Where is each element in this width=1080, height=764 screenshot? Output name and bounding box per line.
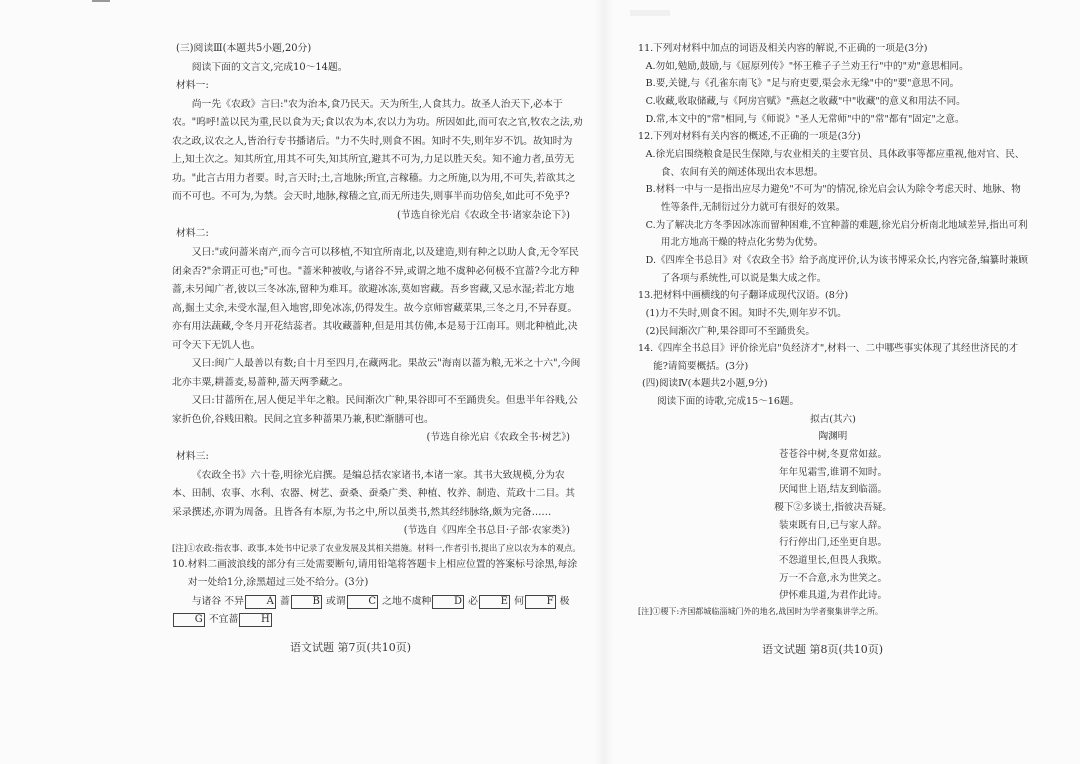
instruction: 阅读下面的文言文,完成10～14题。 (191, 61, 348, 73)
q13-sentence: (1)力不失时,则食不困。知时不失,则年岁不饥。 (645, 307, 847, 319)
option-d: D.常,本文中的"常"相同,与《师说》"圣人无常师"中的"常"都有"固定"之意。 (645, 113, 965, 125)
poem-line: 伊怀难具道,为君作此诗。 (778, 590, 888, 602)
q10-option-box[interactable]: D (432, 595, 464, 609)
option-a: A.徐光启围绕粮食是民生保障,与农业相关的主要官员、具体政事等都应重视,他对官、民、食、农间有关的阐述体现出农本思想。 (645, 148, 1025, 178)
q10-option-box[interactable]: E (479, 595, 510, 609)
q10-seg: 或谓 (326, 595, 346, 607)
q10-option-box[interactable]: F (525, 595, 556, 609)
option-a: A.勿如,勉励,鼓励,与《屈原列传》"怀王稚子子兰劝王行"中的"劝"意思相同。 (645, 60, 969, 72)
poem-line: 万一不合意,永为世笑之。 (778, 572, 888, 584)
material-source: (节选自《四库全书总目·子部·农家类》) (403, 525, 570, 537)
q10-seg: 必 (468, 595, 478, 607)
option-b: B.要,关键,与《孔雀东南飞》"足与府吏要,渠会永无缘"中的"要"意思不同。 (645, 78, 960, 90)
q10-option-box[interactable]: H (239, 613, 271, 627)
section-title: (三)阅读Ⅲ(本题共5小题,20分) (176, 43, 312, 54)
question-12: 12.下列对材料有关内容的概述,不正确的一项是(3分) (638, 131, 861, 143)
poem-line: 厌闻世上语,结友到临淄。 (778, 484, 888, 496)
q10-seg: 极 (559, 595, 570, 607)
q10-seg: 蔷 (280, 595, 290, 607)
option-d: D.《四库全书总目》对《农政全书》给予高度评价,认为该书博采众长,内容完备,编纂时兼顾了各项与系统性,可以说是集大成之作。 (645, 254, 1028, 284)
question-11: 11.下列对材料中加点的词语及相关内容的解说,不正确的一项是(3分) (638, 43, 928, 54)
q10-lead-text: 与诸谷 (191, 595, 222, 607)
q13-sentence: (2)民间渐次广种,果谷即可不至踊贵矣。 (645, 325, 815, 337)
q10-seg: 何 (514, 595, 524, 607)
left-page (172, 40, 584, 630)
poem-author: 陶渊明 (818, 431, 848, 443)
instruction: 阅读下面的诗歌,完成15～16题。 (657, 396, 799, 408)
material-label: 材料一: (176, 80, 209, 92)
footnote: [注]①稷下:齐国都城临淄城门外的地名,战国时为学者聚集讲学之所。 (638, 607, 883, 616)
question-10: 10.材料二画波浪线的部分有三处需要断句,请用铅笔将答题卡上相应位置的答案标号涂黑,每涂对一处给1分,涂黑超过三处不给分。(3分) (172, 558, 578, 589)
q10-option-box[interactable]: G (173, 613, 205, 627)
page-fold (594, 0, 614, 764)
q10-option-box[interactable]: C (347, 595, 378, 609)
material-source: (节选自徐光启《农政全书·树艺》) (426, 432, 570, 444)
material-text: 又曰:闽广人最善以有数;自十月至四月,在藏两北。果故云"海南以蔷为粮,无米之十六",今闽北亦丰粟,耕蔷麦,易蔷种,蔷天两季藏之。 (172, 358, 581, 388)
poem-line: 装束既有日,已与家人辞。 (778, 519, 888, 531)
footnote: [注]①农政:指农事、政事,本处书中记录了农业发展及其相关措施。材料一,作者引书,提出了应以农为本的观点。 (172, 542, 581, 553)
scan-mark (630, 10, 670, 16)
q10-seg: 不异 (224, 595, 244, 607)
poem-line: 苍苍谷中树,冬夏常如兹。 (778, 449, 888, 461)
q10-options-line (172, 593, 584, 630)
q10-option-box[interactable]: A (245, 595, 276, 609)
q10-option-box[interactable]: B (291, 595, 322, 609)
material-source: (节选自徐光启《农政全书·诸家杂论下》) (397, 209, 570, 221)
option-b: B.材料一中与一是指出应尽力避免"不可为"的情况,徐光启会认为除令考虑天时、地脉、物性等条件,无制衍过分力就可有很好的效果。 (645, 184, 1021, 213)
poem-title: 拟古(其六) (810, 413, 856, 425)
section-title: (四)阅读Ⅳ(本题共2小题,9分) (642, 378, 768, 390)
q10-seg: 不宜蔷 (208, 614, 239, 626)
option-c: C.收藏,收取储藏,与《阿房宫赋》"燕赵之收藏"中"收藏"的意义和用法不同。 (645, 95, 966, 107)
poem-line: 行行停出门,还坐更自思。 (778, 537, 888, 549)
material-label: 材料二: (176, 228, 209, 240)
scan-mark (92, 0, 110, 2)
material-label: 材料三: (176, 451, 209, 463)
material-text: 《农政全书》六十卷,明徐光启撰。是编总括农家诸书,本诸一家。其书大致规模,分为农本、田制、农事、水利、农器、树艺、蚕桑、蚕桑广类、种植、牧养、制造、荒政十二目。其采录撰述,亦谓为周备。且皆各有本原,为书之中,所以虽类书,然其经纬脉络,颇为完备…… (172, 469, 575, 518)
page-footer: 语文试题 第7页(共10页) (290, 641, 412, 654)
question-14: 14.《四库全书总目》评价徐光启"负经济才",材料一、二中哪些事实体现了其经世济民的才能?请简要概括。(3分) (638, 343, 1019, 372)
q10-seg: 之地不虞种 (382, 595, 432, 607)
material-text: 尚一先《农政》言曰:"农为治本,食乃民天。天为所生,人食其力。故圣人治天下,必本于农。"呜呼!盖以民为重,民以食为天;食以农为本,农以力为功。所因如此,而可农之官,牧农之法,劝农之政,议农之人,皆治行专书播诸后。"力不失时,则食不困。知时不失,则年岁不饥。故知时为上,知土次之。知其所宜,用其不可失,知其所宜,避其不可为,力足以胜天矣。知不逾力者,虽劳无功。"此言古用力者要。时,言天时;土,言地脉;所宜,言稼穑。力之所施,以为用,不可失,若欲其之而不可也。不可为,为禁。会天时,地脉,稼穑之宜,而无所违失,则事半而功倍矣,如此可不免乎? (172, 98, 583, 203)
question-13: 13.把材料中画横线的句子翻译成现代汉语。(8分) (638, 290, 849, 302)
right-page (638, 40, 1028, 619)
option-c: C.为了解决北方冬季因冰冻而留种困难,不宜种蔷的难题,徐光启分析南北地域差异,指出可利用北方地高干燥的特点化劣势为优势。 (645, 219, 1028, 249)
poem-line: 不怨道里长,但畏人我欺。 (778, 555, 888, 567)
page-footer: 语文试题 第8页(共10页) (762, 643, 884, 656)
poem-line: 年年见霜雪,谁谓不知时。 (778, 466, 888, 478)
poem-line: 稷下②多谈士,指彼决吾疑。 (774, 502, 892, 514)
material-text: 又曰:"或问蔷米南产,而今言可以移植,不知宜所南北,以及建造,则有种之以助人食,无令军民闭籴否?"余谓正可也;"可也。"蔷米种被收,与诸谷不异,或谓之地不虞种必何极不宜蔷?今北方种蔷,未另闻广者,彼以三冬冰冻,留种为难耳。欲避冰冻,莫如窖藏。吾乡窖藏,又忌水湿;若北方地高,掘土丈余,未受水湿,但入地窖,即免冰冻,仍得发生。故今京师窖藏菜果,三冬之月,不异春夏。亦有用法蔬藏,令冬月开花结蕊者。其收藏蔷种,但是用其仿佛,本是易于江南耳。则北种植此,决可令天下无饥人也。 (172, 247, 580, 351)
material-text: 又曰:甘蔷所在,居人便足半年之粮。民间渐次广种,果谷即可不至踊贵矣。但患半年谷贱,公家折色价,谷贱田粮。民间之宜多种蔷果乃兼,积贮渐膳可也。 (172, 395, 578, 425)
